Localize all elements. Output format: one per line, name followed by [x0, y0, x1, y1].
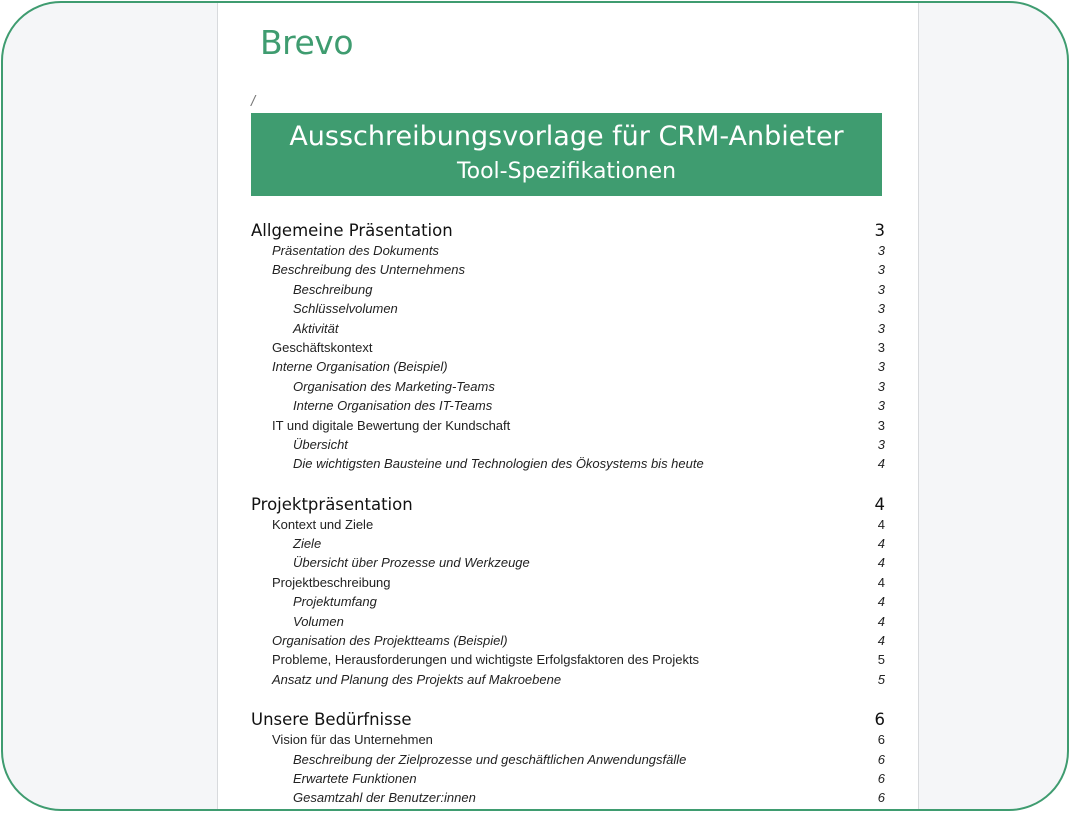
toc-entry-label: Projektumfang	[293, 594, 377, 610]
toc-entry-label: Übersicht	[293, 436, 348, 452]
brevo-logo: Brevo	[260, 23, 354, 62]
toc-entry[interactable]	[251, 594, 885, 613]
toc-entry-label: Organisation des Projektteams (Beispiel)	[272, 633, 508, 649]
toc-entry-page: 3	[877, 243, 885, 258]
toc-entry-label: Präsentation des Dokuments	[272, 243, 439, 258]
toc-entry[interactable]	[251, 398, 885, 417]
toc-entry-label: Projektbeschreibung	[272, 574, 391, 590]
toc-heading-label: Allgemeine Präsentation	[251, 221, 453, 240]
toc-entry-page: 5	[877, 671, 885, 687]
toc-entry-page: 5	[877, 652, 885, 668]
toc-entry-page: 3	[877, 378, 885, 394]
toc-entry[interactable]	[251, 262, 885, 281]
section-gap	[251, 476, 885, 493]
toc-entry-label: Kontext und Ziele	[272, 516, 374, 532]
toc-entry[interactable]	[251, 771, 885, 790]
toc-entry[interactable]	[251, 340, 885, 359]
toc-entry[interactable]	[251, 575, 885, 594]
toc-entry-page: 3	[877, 398, 885, 414]
toc-entry-label: Beschreibung der Zielprozesse und geschäftlichen Anwendungsfälle	[293, 751, 687, 767]
toc-entry-page: 6	[877, 751, 885, 767]
toc-entry-page: 3	[877, 262, 885, 278]
toc-entry-page: 4	[877, 516, 885, 532]
toc-entry-label: Interne Organisation (Beispiel)	[272, 359, 448, 375]
toc-entry-label: Organisation des Marketing-Teams	[293, 378, 495, 394]
toc-entry-label: Schlüsselvolumen	[293, 301, 398, 317]
toc-entry-page: 4	[877, 456, 885, 472]
toc-entry-page: 6	[877, 790, 885, 806]
toc-entry[interactable]	[251, 321, 885, 340]
screenshot-frame	[1, 1, 1069, 811]
toc-entry-label: Erwartete Funktionen	[293, 770, 417, 786]
toc-heading[interactable]	[251, 708, 885, 732]
toc-entry-label: Beschreibung des Unternehmens	[272, 262, 465, 278]
toc-entry-page: 6	[877, 770, 885, 786]
toc-heading[interactable]	[251, 219, 885, 243]
toc-entry[interactable]	[251, 732, 885, 751]
toc-entry[interactable]	[251, 456, 885, 475]
toc-entry[interactable]	[251, 672, 885, 691]
toc-entry-label: Vision für das Unternehmen	[272, 732, 433, 748]
toc-entry[interactable]	[251, 301, 885, 320]
toc-entry[interactable]	[251, 652, 885, 671]
toc-entry[interactable]	[251, 790, 885, 809]
toc-entry-page: 4	[877, 633, 885, 649]
toc-entry[interactable]	[251, 536, 885, 555]
document-subtitle: Tool-Spezifikationen	[456, 159, 677, 184]
toc-heading-page: 4	[874, 494, 885, 514]
toc-entry-page: 4	[877, 574, 885, 590]
toc-entry[interactable]	[251, 555, 885, 574]
toc-entry-page: 4	[877, 555, 885, 571]
toc-entry-label: Ziele	[293, 536, 322, 552]
toc-entry-page: 4	[877, 594, 885, 610]
title-banner	[251, 113, 882, 196]
toc-entry-label: Die wichtigsten Bausteine und Technologien des Ökosystems bis heute	[293, 456, 704, 472]
toc-entry-label: Volumen	[293, 613, 344, 629]
toc-heading-page: 6	[874, 710, 885, 730]
toc-entry[interactable]	[251, 752, 885, 771]
toc-entry-page: 6	[877, 732, 885, 748]
toc-entry-label: Übersicht über Prozesse und Werkzeuge	[293, 555, 530, 571]
toc-entry-label: Geschäftskontext	[272, 339, 373, 355]
toc-heading-label: Projektpräsentation	[251, 494, 413, 514]
toc-entry-label: Probleme, Herausforderungen und wichtigste Erfolgsfaktoren des Projekts	[272, 652, 700, 668]
toc-entry[interactable]	[251, 614, 885, 633]
toc-entry[interactable]	[251, 633, 885, 652]
toc-heading-label: Unsere Bedürfnisse	[251, 710, 412, 730]
toc-entry-page: 3	[877, 281, 885, 297]
toc-entry-label: IT und digitale Bewertung der Kundschaft	[272, 417, 511, 433]
toc-entry-page: 3	[877, 301, 885, 317]
table-of-contents	[251, 219, 885, 810]
toc-entry-page: 4	[877, 613, 885, 629]
toc-entry-page: 3	[877, 339, 885, 355]
toc-entry-label: Gesamtzahl der Benutzer:innen	[293, 790, 476, 806]
section-gap	[251, 691, 885, 708]
toc-entry[interactable]	[251, 282, 885, 301]
toc-entry-page: 3	[877, 436, 885, 452]
toc-entry[interactable]	[251, 437, 885, 456]
text-mark: /	[251, 93, 256, 110]
toc-entry-label: Ansatz und Planung des Projekts auf Makroebene	[272, 671, 562, 687]
toc-entry[interactable]	[251, 418, 885, 437]
toc-entry-page: 3	[877, 417, 885, 433]
toc-heading-page: 3	[874, 221, 885, 240]
toc-entry[interactable]	[251, 243, 885, 262]
toc-heading[interactable]	[251, 493, 885, 517]
toc-entry-label: Interne Organisation des IT-Teams	[293, 398, 493, 414]
toc-entry[interactable]	[251, 517, 885, 536]
toc-entry-page: 4	[877, 536, 885, 552]
toc-entry-page: 3	[877, 359, 885, 375]
toc-entry-label: Aktivität	[293, 320, 339, 336]
document-page	[217, 1, 919, 811]
toc-entry[interactable]	[251, 359, 885, 378]
toc-entry[interactable]	[251, 379, 885, 398]
toc-entry-label: Beschreibung	[293, 281, 373, 297]
document-title: Ausschreibungsvorlage für CRM-Anbieter	[289, 121, 844, 152]
toc-entry-page: 3	[877, 320, 885, 336]
